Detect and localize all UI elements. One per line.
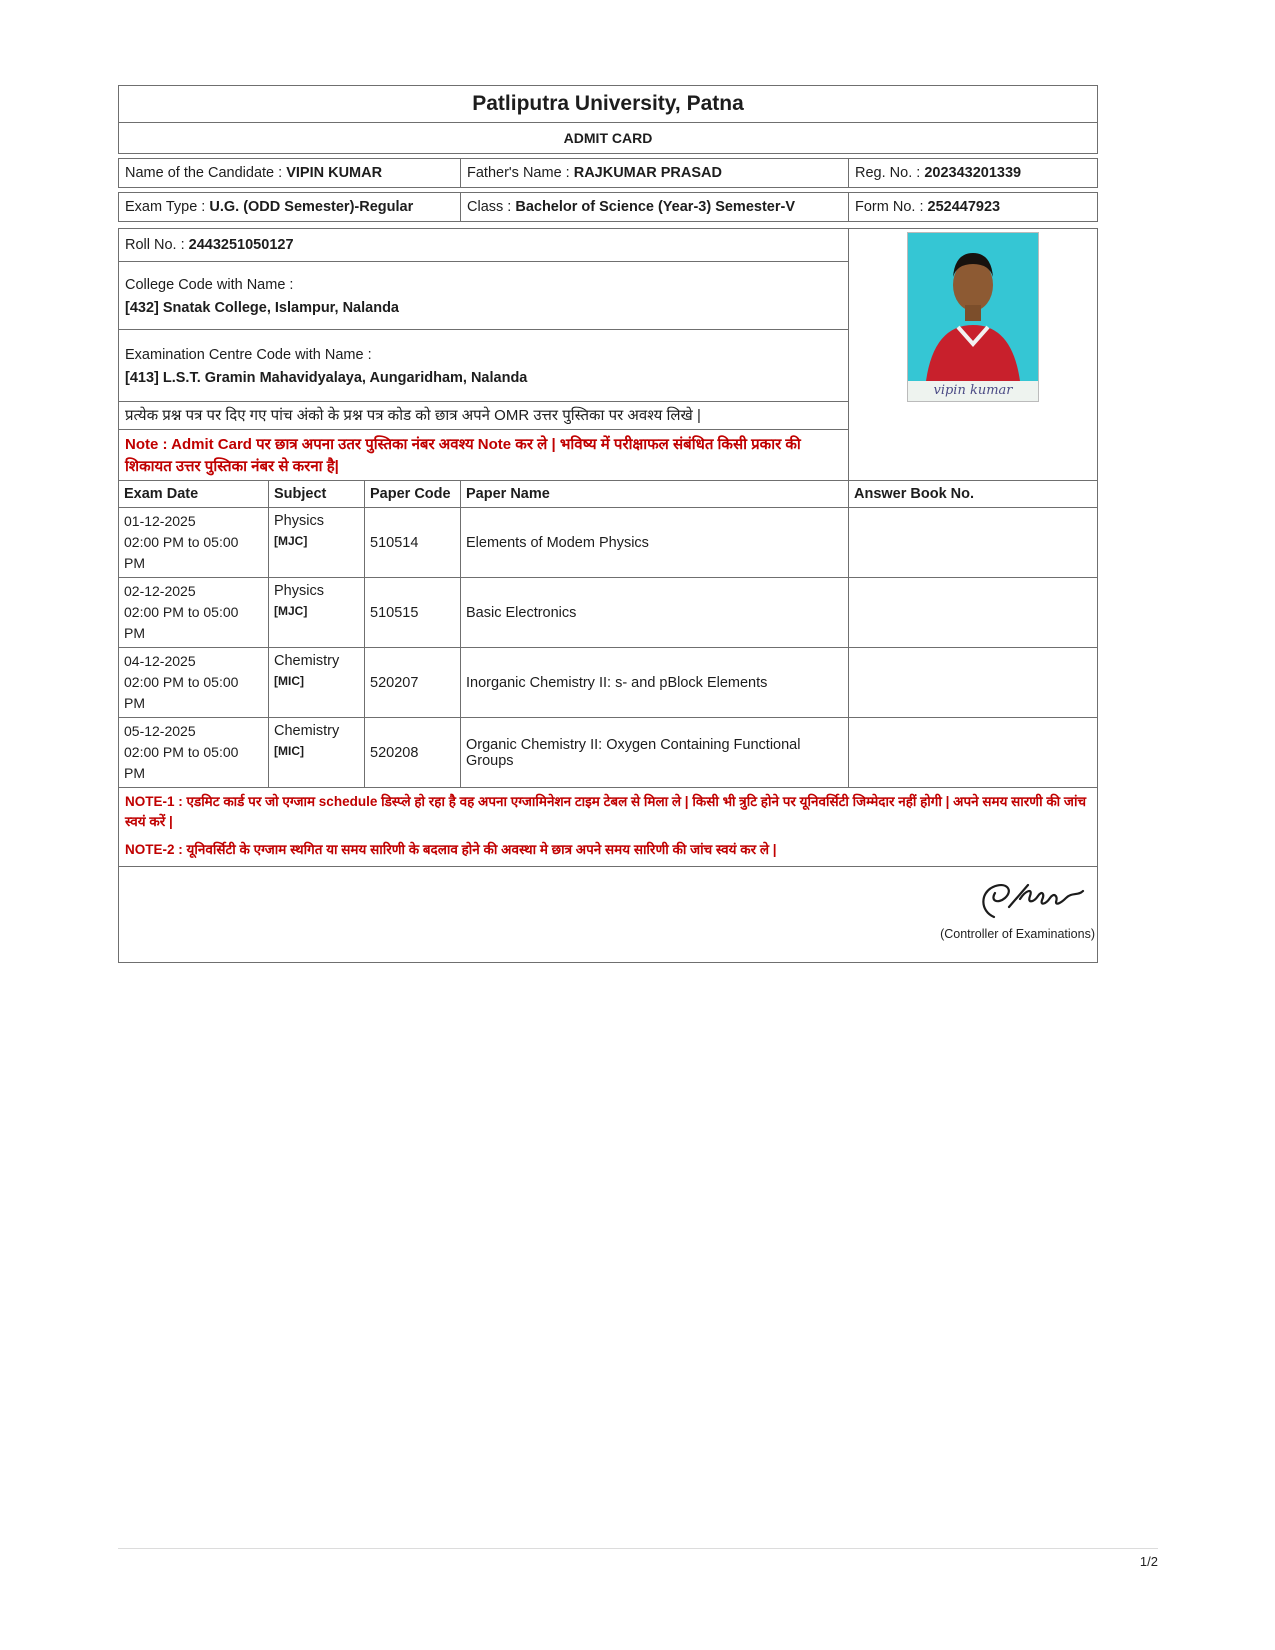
class-value: Bachelor of Science (Year-3) Semester-V bbox=[515, 199, 795, 215]
exam-date: 04-12-2025 bbox=[124, 653, 196, 669]
controller-label: (Controller of Examinations) bbox=[940, 927, 1095, 941]
note-2: NOTE-2 : यूनिवर्सिटी के एग्जाम स्थगित या समय सारिणी के बदलाव होने की अवस्था मे छात्र अपने समय सारिणी की जांच स्वयं कर ले | bbox=[125, 842, 777, 857]
table-row bbox=[119, 647, 1097, 717]
reg-no-cell bbox=[849, 159, 1097, 187]
table-row bbox=[119, 577, 1097, 647]
college-row bbox=[119, 262, 848, 330]
paper-code-cell: 520208 bbox=[365, 718, 461, 787]
father-name-label: Father's Name : bbox=[467, 165, 574, 181]
roll-no-label: Roll No. : bbox=[125, 237, 189, 253]
subject-cell bbox=[269, 508, 365, 577]
candidate-info-row-2 bbox=[118, 192, 1098, 222]
reg-no-label: Reg. No. : bbox=[855, 165, 925, 181]
subject-name: Chemistry bbox=[274, 653, 340, 669]
table-row bbox=[119, 717, 1097, 787]
header-paper-code: Paper Code bbox=[365, 481, 461, 507]
college-label: College Code with Name : bbox=[125, 277, 294, 293]
college-value: [432] Snatak College, Islampur, Nalanda bbox=[125, 300, 399, 316]
centre-value: [413] L.S.T. Gramin Mahavidyalaya, Aungaridham, Nalanda bbox=[125, 370, 528, 386]
header-paper-name: Paper Name bbox=[461, 481, 849, 507]
exam-type-label: Exam Type : bbox=[125, 199, 210, 215]
subject-tag: [MJC] bbox=[274, 534, 308, 548]
subject-cell bbox=[269, 718, 365, 787]
candidate-name-value: VIPIN KUMAR bbox=[286, 165, 383, 181]
exam-time: 02:00 PM to 05:00 PM bbox=[124, 604, 239, 641]
body-top bbox=[119, 229, 1097, 480]
candidate-name-label: Name of the Candidate : bbox=[125, 165, 287, 181]
exam-type-value: U.G. (ODD Semester)-Regular bbox=[209, 199, 414, 215]
exam-date-cell bbox=[119, 648, 269, 717]
red-note-row: Note : Admit Card पर छात्र अपना उतर पुस्तिका नंबर अवश्य Note कर ले | भविष्य में परीक्षाफल संबंधित किसी प्रकार की शिकायत उत्तर पुस्तिका नंबर से करना है| bbox=[125, 436, 801, 475]
controller-signature bbox=[978, 875, 1093, 930]
candidate-photo-image bbox=[908, 233, 1038, 381]
candidate-name-cell bbox=[119, 159, 461, 187]
header-answer-book-no: Answer Book No. bbox=[854, 486, 975, 502]
class-label: Class : bbox=[467, 199, 516, 215]
exam-time: 02:00 PM to 05:00 PM bbox=[124, 534, 239, 571]
answer-book-no-cell bbox=[849, 578, 1097, 647]
exam-date: 02-12-2025 bbox=[124, 583, 196, 599]
paper-name-cell: Elements of Modem Physics bbox=[461, 508, 849, 577]
exam-type-cell bbox=[119, 193, 461, 221]
photo-cell bbox=[849, 229, 1097, 480]
answer-book-no-cell bbox=[849, 508, 1097, 577]
paper-code-cell: 510514 bbox=[365, 508, 461, 577]
father-name-value: RAJKUMAR PRASAD bbox=[573, 165, 722, 181]
subject-name: Chemistry bbox=[274, 723, 340, 739]
candidate-photo bbox=[907, 232, 1039, 402]
subject-cell bbox=[269, 648, 365, 717]
paper-name-cell: Organic Chemistry II: Oxygen Containing Functional Groups bbox=[461, 718, 849, 787]
page-number: 1/2 bbox=[1139, 1554, 1158, 1569]
reg-no-value: 202343201339 bbox=[924, 165, 1022, 181]
exam-date-cell bbox=[119, 578, 269, 647]
exam-time: 02:00 PM to 05:00 PM bbox=[124, 674, 239, 711]
table-row bbox=[119, 507, 1097, 577]
main-body bbox=[118, 228, 1098, 963]
answer-book-no-cell bbox=[849, 718, 1097, 787]
page-footer bbox=[118, 1548, 1158, 1569]
class-cell bbox=[461, 193, 849, 221]
exam-date-cell bbox=[119, 718, 269, 787]
paper-name-cell: Inorganic Chemistry II: s- and pBlock Elements bbox=[461, 648, 849, 717]
form-no-label: Form No. : bbox=[855, 199, 928, 215]
header-box bbox=[118, 85, 1098, 154]
subject-tag: [MJC] bbox=[274, 604, 308, 618]
exam-date-cell bbox=[119, 508, 269, 577]
header-exam-date: Exam Date bbox=[119, 481, 269, 507]
admit-card bbox=[118, 85, 1098, 963]
subject-tag: [MIC] bbox=[274, 744, 304, 758]
paper-code-cell: 520207 bbox=[365, 648, 461, 717]
form-no-cell bbox=[849, 193, 1097, 221]
exam-table-header bbox=[119, 481, 1097, 507]
notes-section bbox=[119, 787, 1097, 866]
roll-no-row bbox=[119, 229, 848, 262]
note-1: NOTE-1 : एडमिट कार्ड पर जो एग्जाम schedule डिस्प्ले हो रहा है वह अपना एग्जामिनेशन टाइम टेबल से मिला ले | किसी भी त्रुटि होने पर यूनिवर्सिटी जिम्मेदार नहीं होगी | अपने समय सारणी की जांच स्वयं करें | bbox=[125, 794, 1087, 829]
body-left-column bbox=[119, 229, 849, 480]
exam-date: 01-12-2025 bbox=[124, 513, 196, 529]
subject-cell bbox=[269, 578, 365, 647]
omr-instruction-row: प्रत्येक प्रश्न पत्र पर दिए गए पांच अंको के प्रश्न पत्र कोड को छात्र अपने OMR उत्तर पुस्तिका पर अवश्य लिखे | bbox=[119, 402, 848, 430]
subject-name: Physics bbox=[274, 583, 324, 599]
exam-table bbox=[119, 480, 1097, 787]
header-subject: Subject bbox=[269, 481, 365, 507]
subject-tag: [MIC] bbox=[274, 674, 304, 688]
signature-area bbox=[119, 866, 1097, 962]
paper-code-cell: 510515 bbox=[365, 578, 461, 647]
paper-name-cell: Basic Electronics bbox=[461, 578, 849, 647]
admit-card-title: ADMIT CARD bbox=[119, 122, 1097, 153]
candidate-signature: vipin kumar bbox=[908, 381, 1038, 401]
answer-book-no-cell bbox=[849, 648, 1097, 717]
exam-date: 05-12-2025 bbox=[124, 723, 196, 739]
centre-label: Examination Centre Code with Name : bbox=[125, 347, 372, 363]
exam-time: 02:00 PM to 05:00 PM bbox=[124, 744, 239, 781]
father-name-cell bbox=[461, 159, 849, 187]
university-title: Patliputra University, Patna bbox=[472, 92, 744, 115]
candidate-info-row-1 bbox=[118, 158, 1098, 188]
roll-no-value: 2443251050127 bbox=[188, 237, 294, 253]
centre-row bbox=[119, 330, 848, 402]
subject-name: Physics bbox=[274, 513, 324, 529]
form-no-value: 252447923 bbox=[927, 199, 1001, 215]
